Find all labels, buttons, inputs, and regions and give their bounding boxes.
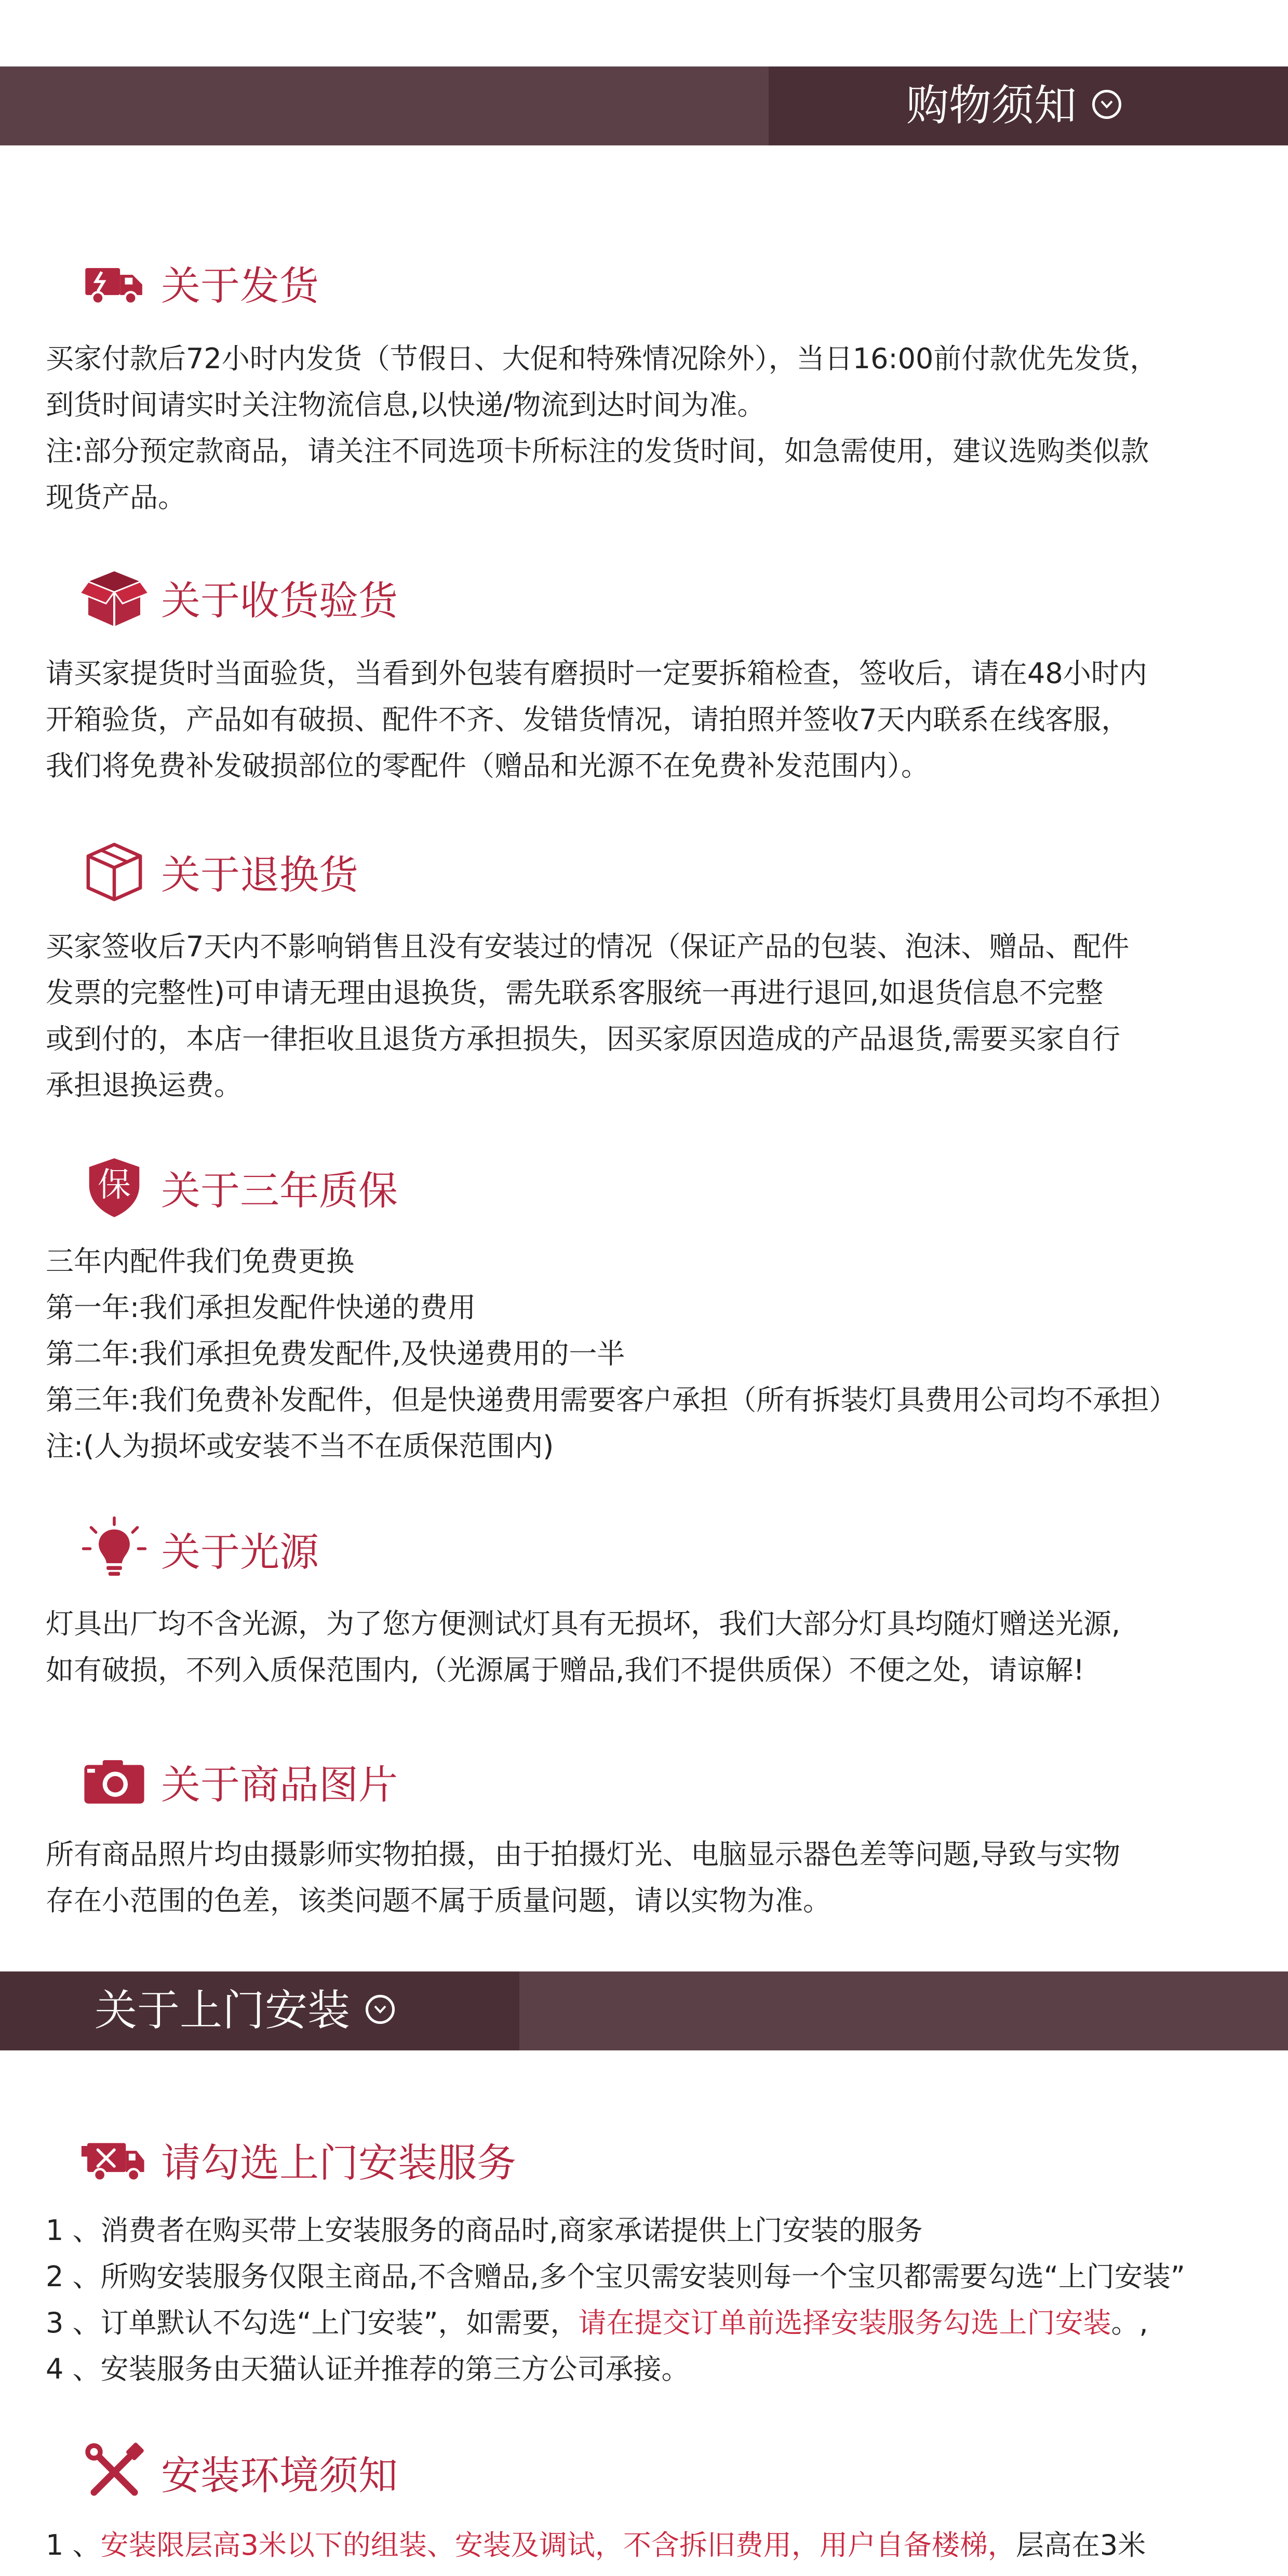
paragraph-line: 存在小范围的色差，该类问题不属于质量问题，请以实物为准。 [46, 1884, 831, 1917]
paragraph-line: 三年内配件我们免费更换 [46, 1245, 354, 1278]
paragraph-line: 灯具出厂均不含光源，为了您方便测试灯具有无损坏，我们大部分灯具均随灯赠送光源, [46, 1607, 1121, 1640]
section-returns-header [78, 835, 358, 908]
camera-icon [78, 1745, 151, 1818]
list-item-highlight: 安装限层高3米以下的组装、安装及调试，不含拆旧费用， [100, 2529, 820, 2561]
list-item-tail: 。, [1111, 2306, 1148, 2339]
paragraph-line: 到货时间请实时关注物流信息,以快递/物流到达时间为准。 [46, 388, 766, 421]
paragraph-line: 我们将免费补发破损部位的零配件（赠品和光源不在免费补发范围内）。 [46, 749, 929, 782]
list-item-prefix: 1 、 [46, 2529, 101, 2561]
paragraph-line: 如有破损，不列入质保范围内,（光源属于赠品,我们不提供质保）不便之处，请谅解! [46, 1654, 1084, 1686]
section-install-env-title: 安装环境须知 [161, 2452, 398, 2499]
open-box-icon [78, 561, 151, 634]
section-install-service-header [78, 2123, 516, 2196]
section-receiving-text [46, 650, 1256, 789]
installation-title-text: 关于上门安装 [95, 1986, 351, 2035]
section-product-photos-header [78, 1745, 398, 1818]
shopping-notice-title-text: 购物须知 [906, 81, 1077, 130]
light-bulb-icon [78, 1512, 151, 1585]
section-shipping-title: 关于发货 [161, 262, 319, 309]
section-light-source-text [46, 1601, 1256, 1693]
installation-title[interactable] [95, 1971, 395, 2050]
paragraph-line: 第三年:我们免费补发配件，但是快递费用需要客户承担（所有拆装灯具费用公司均不承担） [46, 1384, 1177, 1416]
paragraph-line: 开箱验货，产品如有破损、配件不齐、发错货情况，请拍照并签收7天内联系在线客服， [46, 703, 1130, 736]
shopping-notice-banner [0, 66, 1288, 145]
section-returns-text [46, 923, 1256, 1108]
install-service-list [46, 2207, 1256, 2392]
section-warranty-text [46, 1238, 1256, 1469]
paragraph-line: 第二年:我们承担免费发配件,及快递费用的一半 [46, 1337, 625, 1370]
list-item-highlight: 请在提交订单前选择安装服务勾选上门安装 [578, 2306, 1111, 2339]
list-item [46, 2300, 1256, 2346]
paragraph-line: 承担退换运费。 [46, 1069, 242, 1102]
list-item: 2 、所购安装服务仅限主商品,不含赠品,多个宝贝需安装则每一个宝贝都需要勾选“上门安装” [46, 2260, 1185, 2293]
paragraph-line: 或到付的，本店一律拒收且退货方承担损失，因买家原因造成的产品退货,需要买家自行 [46, 1023, 1121, 1055]
paragraph-line: 买家付款后72小时内发货（节假日、大促和特殊情况除外），当日16:00前付款优先发货， [46, 342, 1158, 375]
tools-icon [78, 2436, 151, 2508]
banner-left-panel [0, 66, 769, 145]
section-install-env-header [78, 2436, 398, 2508]
list-item-tail: 层高在3米 [1015, 2529, 1146, 2561]
section-product-photos-title: 关于商品图片 [161, 1761, 398, 1808]
paragraph-line: 请买家提货时当面验货，当看到外包装有磨损时一定要拆箱检查，签收后，请在48小时内 [46, 657, 1147, 690]
install-truck-icon [78, 2123, 151, 2196]
list-item-highlight: 用户自备楼梯， [819, 2529, 1016, 2561]
section-light-source-title: 关于光源 [161, 1528, 319, 1575]
section-shipping-text [46, 336, 1256, 520]
delivery-truck-icon [78, 246, 151, 319]
list-item-text: 3 、订单默认不勾选“上门安装”，如需要， [46, 2306, 579, 2339]
list-item [46, 2522, 1256, 2568]
paragraph-line: 注:部分预定款商品，请关注不同选项卡所标注的发货时间，如急需使用，建议选购类似款 [46, 435, 1149, 467]
section-warranty-title: 关于三年质保 [161, 1167, 398, 1214]
package-icon [78, 835, 151, 908]
list-item: 1 、消费者在购买带上安装服务的商品时,商家承诺提供上门安装的服务 [46, 2214, 923, 2247]
paragraph-line: 现货产品。 [46, 481, 186, 514]
section-returns-title: 关于退换货 [161, 851, 358, 898]
install-env-list [46, 2522, 1256, 2568]
warranty-badge-text: 保 [98, 1166, 131, 1204]
chevron-down-icon [1092, 90, 1121, 119]
paragraph-line: 第一年:我们承担发配件快递的费用 [46, 1291, 476, 1324]
paragraph-line: 所有商品照片均由摄影师实物拍摄，由于拍摄灯光、电脑显示器色差等问题,导致与实物 [46, 1838, 1121, 1871]
section-receiving-title: 关于收货验货 [161, 577, 398, 624]
chevron-down-icon [366, 1995, 395, 2024]
paragraph-line: 发票的完整性)可申请无理由退换货，需先联系客服统一再进行退回,如退货信息不完整 [46, 976, 1104, 1009]
paragraph-line: 注:(人为损坏或安装不当不在质保范围内) [46, 1430, 554, 1463]
section-warranty-header [78, 1151, 398, 1224]
paragraph-line: 买家签收后7天内不影响销售且没有安装过的情况（保证产品的包装、泡沫、赠品、配件 [46, 930, 1130, 963]
section-receiving-header [78, 561, 398, 634]
section-light-source-header [78, 1512, 319, 1585]
warranty-shield-icon [78, 1151, 151, 1224]
banner-right-panel [519, 1971, 1288, 2050]
installation-banner [0, 1971, 1288, 2050]
section-product-photos-text [46, 1831, 1256, 1924]
section-shipping-header [78, 246, 319, 319]
shopping-notice-title[interactable] [906, 66, 1121, 145]
list-item: 4 、安装服务由天猫认证并推荐的第三方公司承接。 [46, 2353, 690, 2385]
section-install-service-title: 请勾选上门安装服务 [161, 2139, 516, 2186]
